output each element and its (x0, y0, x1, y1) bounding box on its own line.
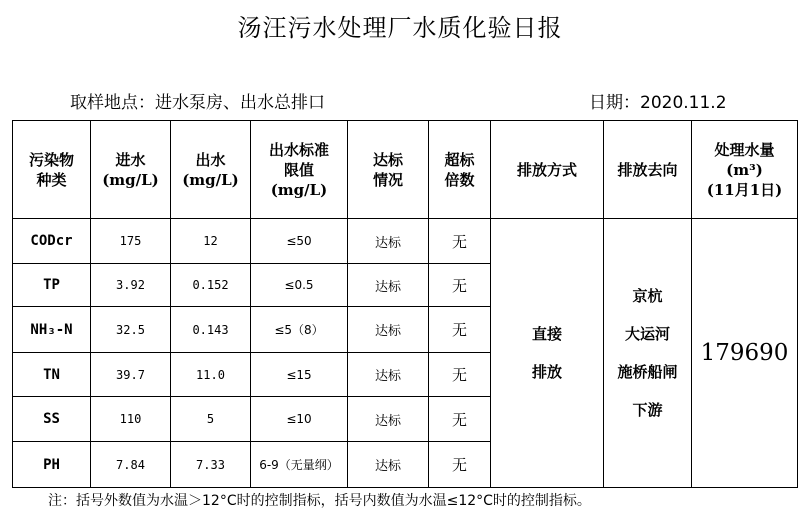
sampling-location: 取样地点：进水泵房、出水总排口 (70, 93, 325, 113)
pollutant-name: PH (13, 442, 91, 488)
influent-value: 32.5 (91, 307, 171, 353)
compliance-status: 达标 (348, 442, 429, 488)
header-influent: 进水 (mg/L) (91, 121, 171, 219)
compliance-status: 达标 (348, 307, 429, 353)
pollutant-name: TN (13, 353, 91, 397)
footnote: 注：括号外数值为水温＞12°C时的控制指标，括号内数值为水温≤12°C时的控制指标。 (48, 493, 591, 509)
compliance-status: 达标 (348, 397, 429, 442)
header-row (13, 121, 798, 219)
exceed-multiple: 无 (429, 442, 491, 488)
pollutant-name: CODcr (13, 219, 91, 264)
effluent-value: 7.33 (171, 442, 251, 488)
exceed-multiple: 无 (429, 307, 491, 353)
effluent-value: 5 (171, 397, 251, 442)
discharge-destination: 京杭 大运河 施桥船闸 下游 (604, 219, 692, 488)
limit-value: ≤0.5 (251, 264, 348, 307)
influent-value: 175 (91, 219, 171, 264)
table-row (13, 219, 798, 264)
effluent-value: 0.152 (171, 264, 251, 307)
limit-value: 6-9（无量纲） (251, 442, 348, 488)
pollutant-name: NH₃-N (13, 307, 91, 353)
pollutant-name: TP (13, 264, 91, 307)
compliance-status: 达标 (348, 264, 429, 307)
limit-value: ≤10 (251, 397, 348, 442)
treated-volume: 179690 (692, 219, 798, 488)
header-volume: 处理水量 (m³) (11月1日) (692, 121, 798, 219)
discharge-method: 直接 排放 (491, 219, 604, 488)
influent-value: 3.92 (91, 264, 171, 307)
water-quality-table (12, 120, 798, 488)
limit-value: ≤5（8） (251, 307, 348, 353)
header-exceed: 超标 倍数 (429, 121, 491, 219)
exceed-multiple: 无 (429, 264, 491, 307)
exceed-multiple: 无 (429, 219, 491, 264)
header-destination: 排放去向 (604, 121, 692, 219)
report-title: 汤汪污水处理厂水质化验日报 (237, 14, 563, 42)
pollutant-name: SS (13, 397, 91, 442)
effluent-value: 0.143 (171, 307, 251, 353)
compliance-status: 达标 (348, 219, 429, 264)
influent-value: 7.84 (91, 442, 171, 488)
limit-value: ≤50 (251, 219, 348, 264)
header-method: 排放方式 (491, 121, 604, 219)
header-effluent: 出水 (mg/L) (171, 121, 251, 219)
header-pollutant: 污染物 种类 (13, 121, 91, 219)
exceed-multiple: 无 (429, 397, 491, 442)
compliance-status: 达标 (348, 353, 429, 397)
influent-value: 39.7 (91, 353, 171, 397)
limit-value: ≤15 (251, 353, 348, 397)
effluent-value: 12 (171, 219, 251, 264)
influent-value: 110 (91, 397, 171, 442)
header-limit: 出水标准 限值 (mg/L) (251, 121, 348, 219)
effluent-value: 11.0 (171, 353, 251, 397)
exceed-multiple: 无 (429, 353, 491, 397)
header-compliance: 达标 情况 (348, 121, 429, 219)
report-date: 日期：2020.11.2 (589, 93, 727, 113)
